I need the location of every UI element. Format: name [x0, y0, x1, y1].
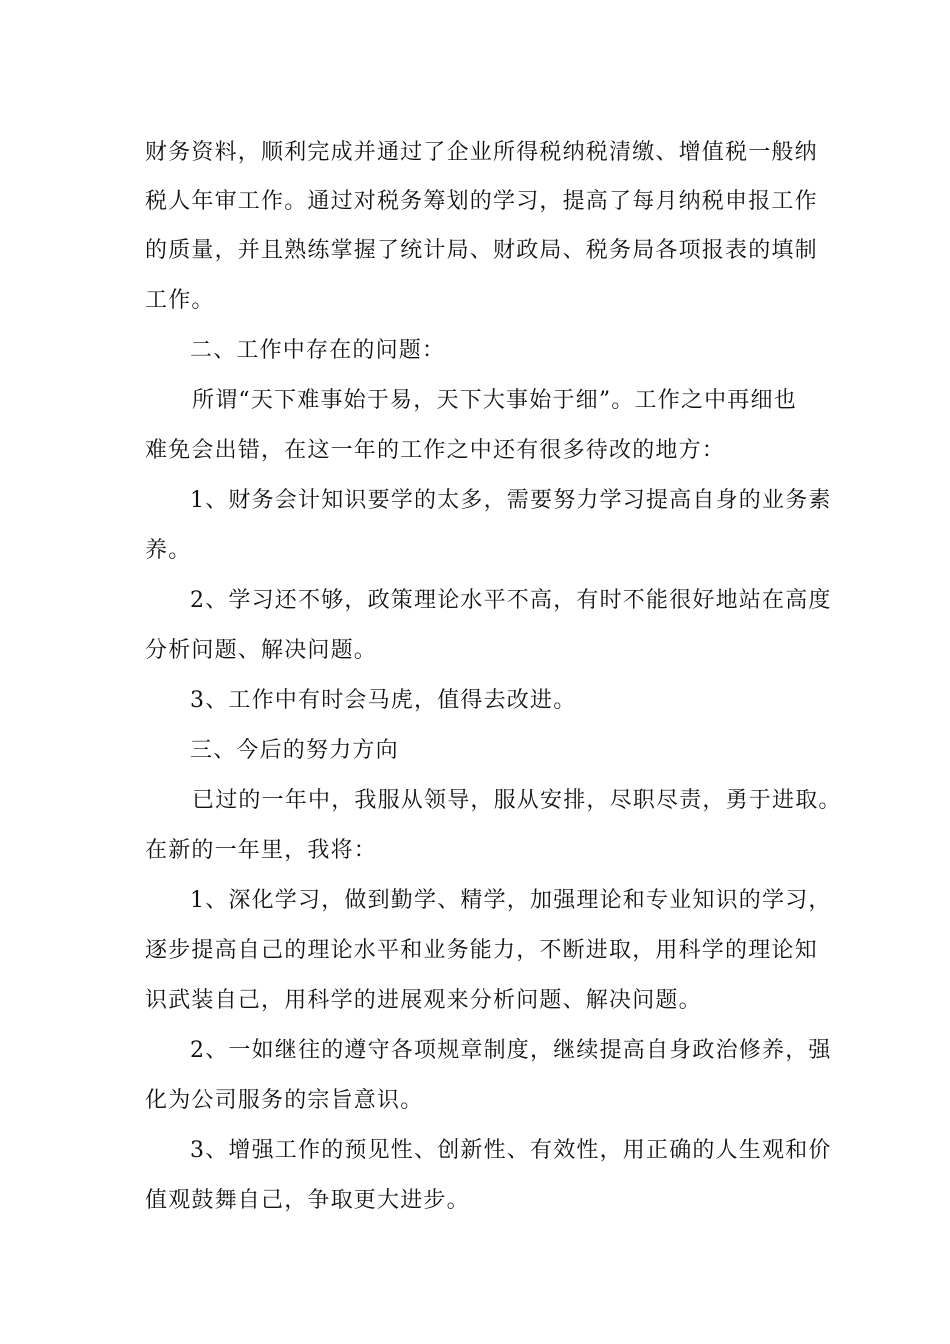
list-item: 1、财务会计知识要学的太多，需要努力学习提高自身的业务素	[190, 488, 832, 513]
text-line: 在新的一年里，我将：	[145, 838, 378, 863]
text-line: 分析问题、解决问题。	[145, 638, 378, 663]
text-line: 财务资料，顺利完成并通过了企业所得税纳税清缴、增值税一般纳	[145, 140, 818, 165]
list-item: 3、工作中有时会马虎，值得去改进。	[190, 688, 577, 713]
section-heading: 三、今后的努力方向	[190, 738, 399, 763]
list-item: 1、深化学习，做到勤学、精学，加强理论和专业知识的学习，	[190, 888, 832, 913]
text-line: 值观鼓舞自己，争取更大进步。	[145, 1188, 470, 1213]
text-line: 识武装自己，用科学的进展观来分析问题、解决问题。	[145, 988, 702, 1013]
text-line: 已过的一年中，我服从领导，服从安排，尽职尽责，勇于进取。	[192, 788, 842, 813]
text-line: 所谓“天下难事始于易，天下大事始于细”。工作之中再细也	[192, 388, 797, 413]
text-line: 工作。	[145, 288, 215, 313]
list-item: 2、一如继往的遵守各项规章制度，继续提高自身政治修养，强	[190, 1038, 832, 1063]
text-line: 养。	[145, 538, 192, 563]
section-heading: 二、工作中存在的问题：	[190, 338, 446, 363]
text-line: 难免会出错，在这一年的工作之中还有很多待改的地方：	[145, 438, 726, 463]
list-item: 2、学习还不够，政策理论水平不高，有时不能很好地站在高度	[190, 588, 832, 613]
text-line: 化为公司服务的宗旨意识。	[145, 1088, 424, 1113]
text-line: 逐步提高自己的理论水平和业务能力，不断进取，用科学的理论知	[145, 938, 818, 963]
text-line: 税人年审工作。通过对税务筹划的学习，提高了每月纳税申报工作	[145, 189, 818, 214]
text-line: 的质量，并且熟练掌握了统计局、财政局、税务局各项报表的填制	[145, 238, 818, 263]
list-item: 3、增强工作的预见性、创新性、有效性，用正确的人生观和价	[190, 1138, 832, 1163]
